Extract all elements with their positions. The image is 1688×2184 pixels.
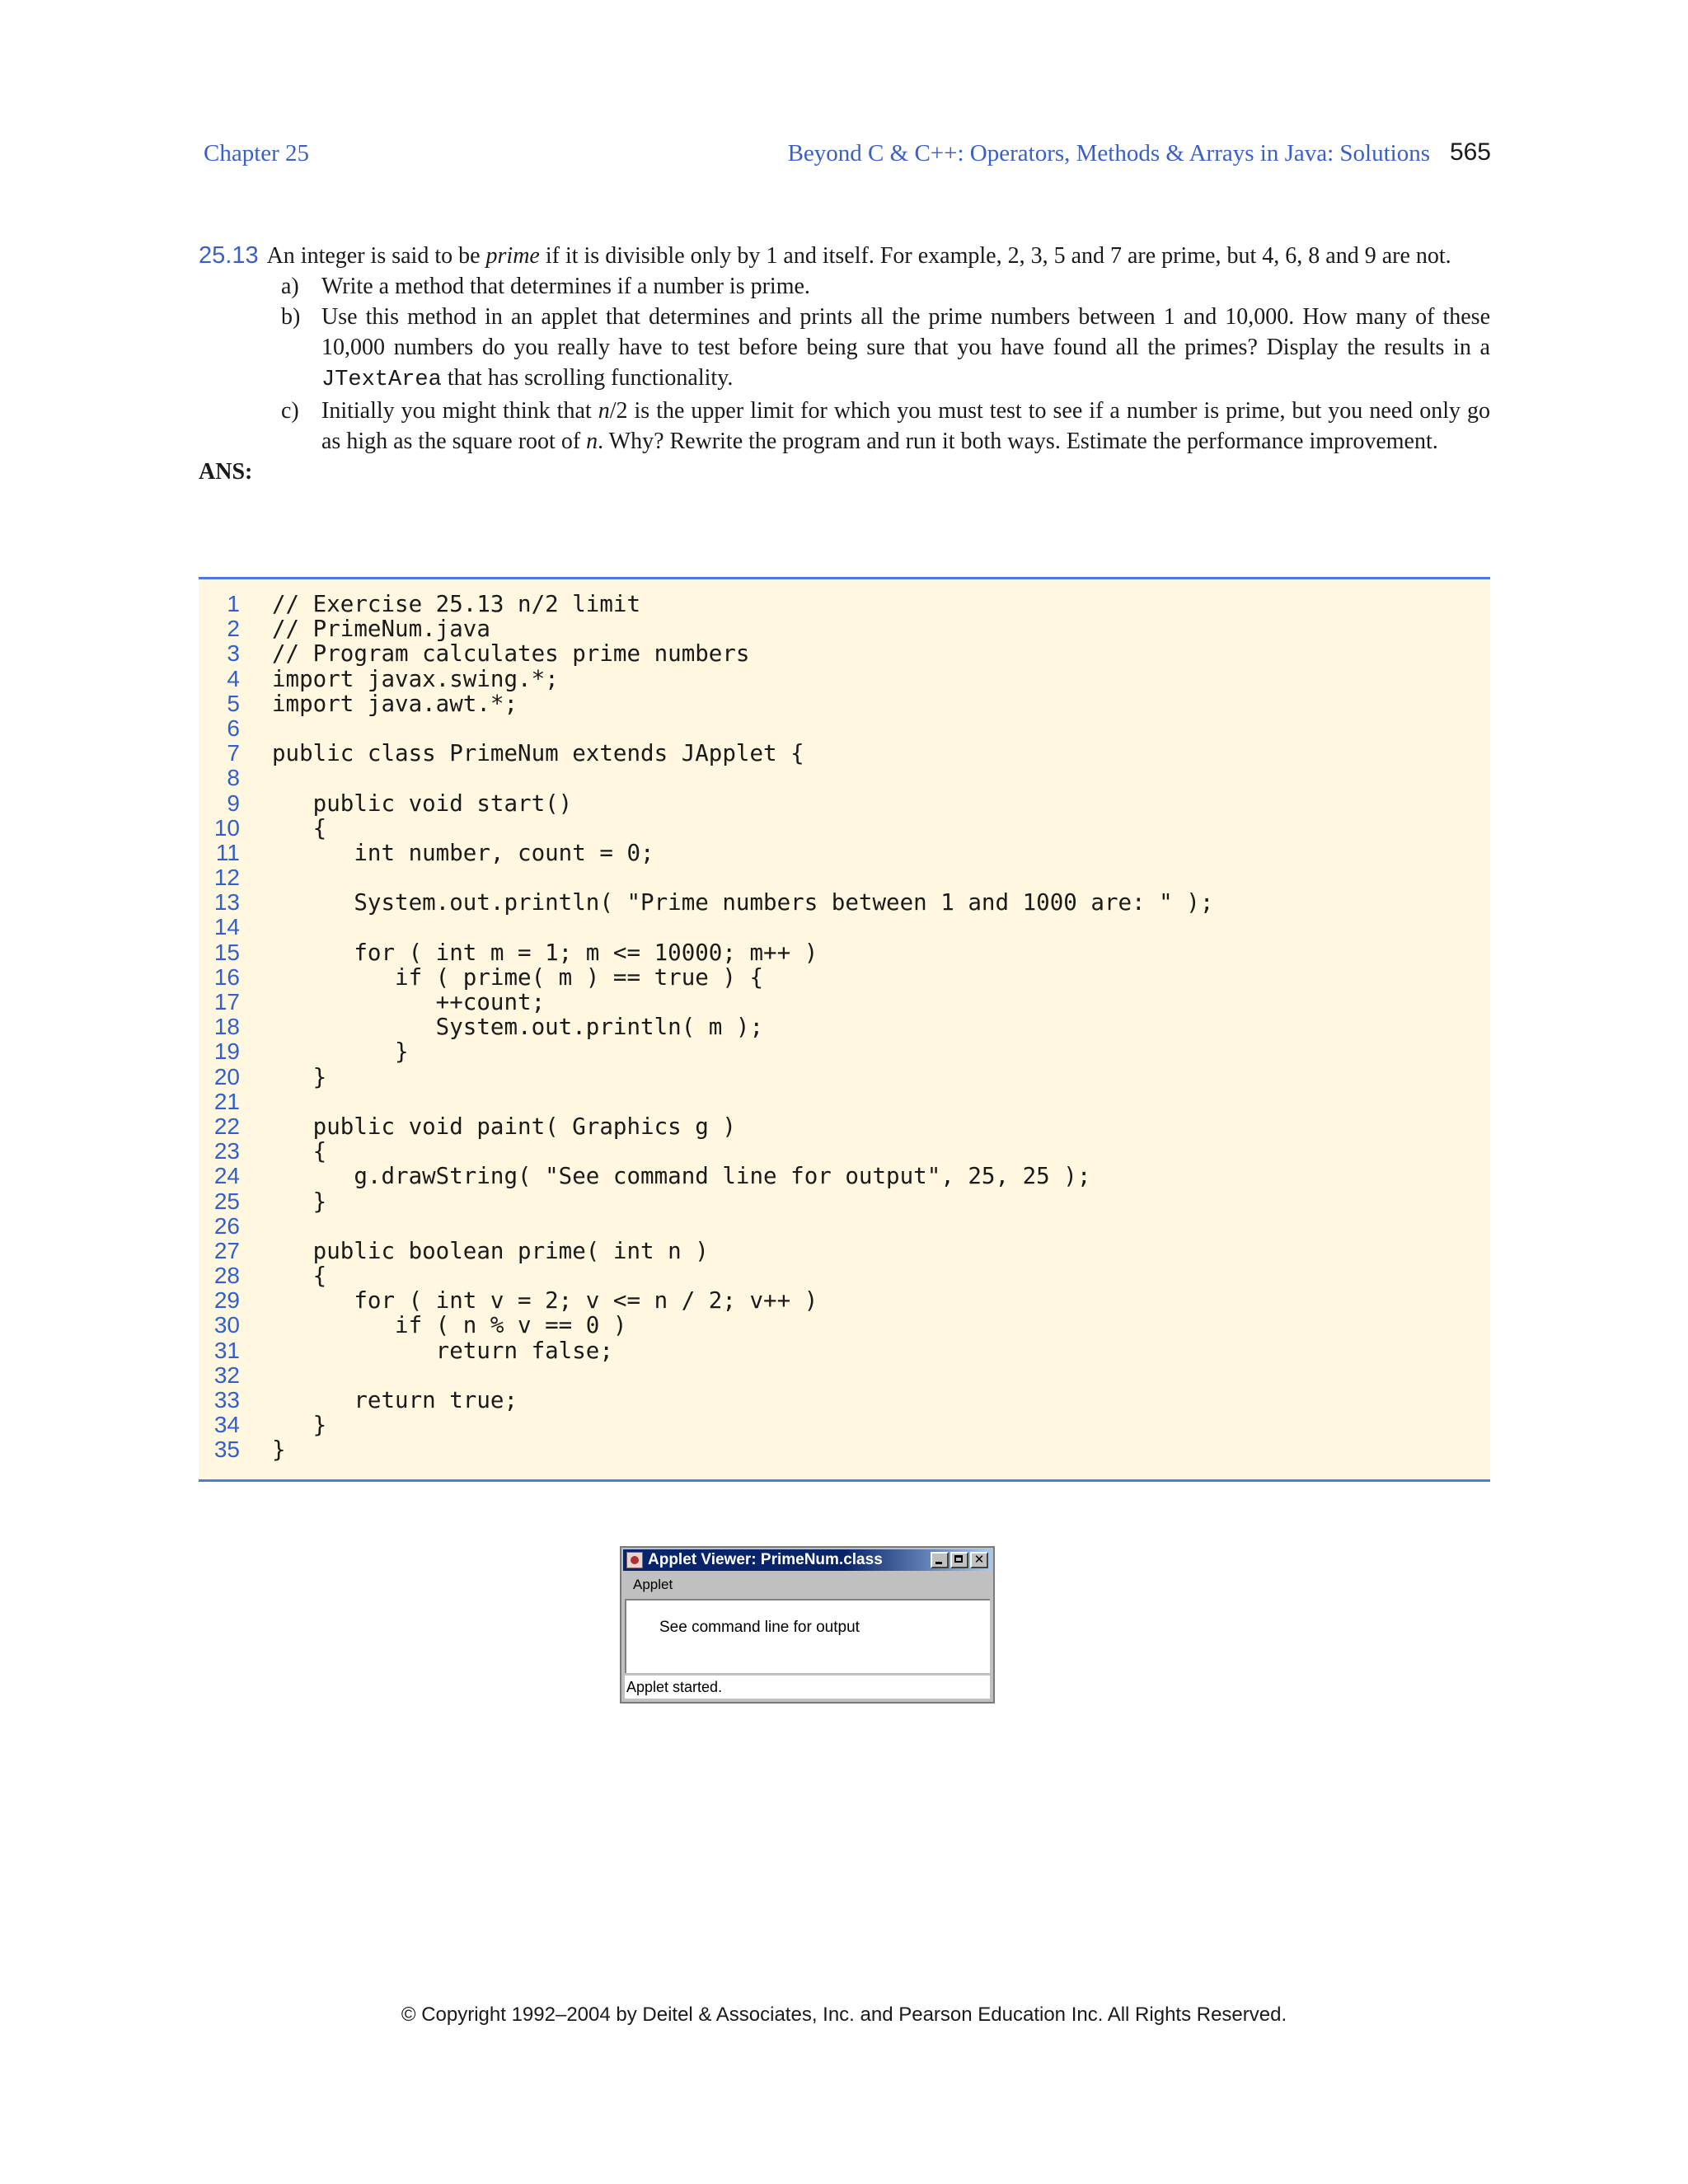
line-number: 3 bbox=[227, 640, 240, 667]
running-title: Beyond C & C++: Operators, Methods & Arrays in Java: Solutions bbox=[787, 140, 1430, 166]
code-line bbox=[199, 890, 1490, 915]
line-number: 34 bbox=[213, 1412, 240, 1438]
code-line bbox=[199, 1239, 1490, 1263]
line-number: 28 bbox=[213, 1263, 240, 1289]
code-text: public class PrimeNum extends JApplet { bbox=[272, 740, 804, 767]
running-header bbox=[204, 140, 1491, 176]
applet-viewer-icon bbox=[626, 1552, 643, 1568]
answer-label: ANS: bbox=[199, 459, 253, 485]
item-label: a) bbox=[281, 274, 299, 299]
intro-text-1: An integer is said to be bbox=[266, 243, 486, 269]
code-line bbox=[199, 1363, 1490, 1388]
exercise-item-b bbox=[199, 302, 1490, 396]
code-line bbox=[199, 1164, 1490, 1188]
line-number: 6 bbox=[227, 715, 240, 741]
code-line bbox=[199, 1437, 1490, 1462]
line-number: 7 bbox=[227, 740, 240, 766]
code-text: System.out.println( "Prime numbers between 1 and 1000 are: " ); bbox=[272, 889, 1214, 916]
line-number: 5 bbox=[227, 690, 240, 716]
window-controls bbox=[931, 1552, 988, 1568]
line-number: 29 bbox=[213, 1287, 240, 1314]
code-text: { bbox=[272, 1263, 327, 1290]
code-line bbox=[199, 1313, 1490, 1338]
code-text: System.out.println( m ); bbox=[272, 1014, 764, 1041]
code-text: public void paint( Graphics g ) bbox=[272, 1113, 736, 1140]
code-text: g.drawString( "See command line for output", 25, 25 ); bbox=[272, 1163, 1091, 1190]
code-text: if ( n % v == 0 ) bbox=[272, 1312, 627, 1339]
code-line bbox=[199, 691, 1490, 716]
line-number: 31 bbox=[213, 1337, 240, 1363]
code-line bbox=[199, 766, 1490, 790]
code-line bbox=[199, 1288, 1490, 1313]
code-line bbox=[199, 1015, 1490, 1039]
code-text: public void start() bbox=[272, 790, 573, 817]
code-lines bbox=[199, 592, 1490, 1463]
line-number: 11 bbox=[215, 839, 240, 865]
item-text: /2 is the upper limit for which you must test to see if a number is prime, but you need only go as high as the square root of bbox=[321, 398, 1491, 454]
item-emphasis: n bbox=[586, 429, 598, 454]
code-text: for ( int v = 2; v <= n / 2; v++ ) bbox=[272, 1287, 818, 1315]
code-text: import java.awt.*; bbox=[272, 690, 518, 717]
item-label: c) bbox=[281, 398, 299, 424]
code-text: { bbox=[272, 1138, 327, 1165]
chapter-label: Chapter 25 bbox=[204, 140, 310, 166]
line-number: 30 bbox=[213, 1312, 240, 1338]
code-text: } bbox=[272, 1436, 286, 1464]
line-number: 25 bbox=[213, 1188, 240, 1214]
code-text: import javax.swing.*; bbox=[272, 665, 559, 692]
code-line bbox=[199, 616, 1490, 641]
applet-viewer-window bbox=[620, 1546, 995, 1704]
copyright-footer: © Copyright 1992–2004 by Deitel & Associates, Inc. and Pearson Education Inc. All Rights Reserved. bbox=[401, 2004, 1287, 2026]
status-bar: Applet started. bbox=[625, 1675, 990, 1699]
code-line bbox=[199, 1065, 1490, 1090]
item-emphasis: n bbox=[598, 398, 610, 424]
line-number: 35 bbox=[213, 1436, 240, 1463]
intro-text-2: if it is divisible only by 1 and itself. For example, 2, 3, 5 and 7 are prime, but 4, 6, 8 and 9 are not. bbox=[539, 243, 1451, 269]
code-line bbox=[199, 990, 1490, 1015]
code-line bbox=[199, 915, 1490, 940]
item-text: . Why? Rewrite the program and run it both ways. Estimate the performance improvement. bbox=[598, 429, 1438, 454]
code-line bbox=[199, 1338, 1490, 1363]
code-line bbox=[199, 1039, 1490, 1064]
code-line bbox=[199, 641, 1490, 666]
code-line bbox=[199, 716, 1490, 741]
line-number: 1 bbox=[227, 591, 240, 616]
code-text: // Exercise 25.13 n/2 limit bbox=[272, 591, 641, 617]
code-line bbox=[199, 741, 1490, 766]
maximize-icon[interactable] bbox=[950, 1552, 968, 1568]
line-number: 4 bbox=[227, 665, 240, 691]
intro-emphasis: prime bbox=[485, 243, 540, 269]
code-line bbox=[199, 1413, 1490, 1437]
code-line bbox=[199, 791, 1490, 816]
code-line bbox=[199, 1189, 1490, 1214]
code-text: // Program calculates prime numbers bbox=[272, 640, 750, 668]
line-number: 13 bbox=[213, 889, 240, 916]
line-number: 24 bbox=[213, 1163, 240, 1189]
code-text: ++count; bbox=[272, 989, 546, 1015]
line-number: 8 bbox=[227, 765, 240, 791]
line-number: 14 bbox=[213, 914, 240, 940]
code-text: public boolean prime( int n ) bbox=[272, 1237, 709, 1264]
code-line bbox=[199, 1263, 1490, 1288]
code-line bbox=[199, 865, 1490, 890]
line-number: 22 bbox=[213, 1113, 240, 1139]
item-text: Use this method in an applet that determines and prints all the prime numbers between 1 and 10,000. How many of these 10,000 numbers do you really have to test before being sure that you have found all the primes? Display the results in a bbox=[321, 304, 1490, 360]
exercise-intro bbox=[199, 241, 1490, 271]
minimize-icon[interactable] bbox=[931, 1552, 949, 1568]
code-line bbox=[199, 592, 1490, 616]
exercise-number: 25.13 bbox=[199, 242, 259, 269]
item-text: Initially you might think that bbox=[321, 398, 598, 424]
window-title: Applet Viewer: PrimeNum.class bbox=[648, 1551, 883, 1568]
code-line bbox=[199, 1214, 1490, 1239]
exercise-item-a bbox=[199, 271, 1490, 302]
line-number: 10 bbox=[213, 814, 240, 841]
menu-applet[interactable]: Applet bbox=[633, 1577, 673, 1592]
item-text: Write a method that determines if a number is prime. bbox=[321, 274, 810, 299]
inline-code: JTextArea bbox=[321, 368, 442, 392]
window-titlebar[interactable] bbox=[623, 1549, 992, 1571]
line-number: 19 bbox=[213, 1038, 240, 1065]
code-text: if ( prime( m ) == true ) { bbox=[272, 963, 764, 991]
code-text: } bbox=[272, 1063, 327, 1090]
code-line bbox=[199, 841, 1490, 865]
line-number: 17 bbox=[213, 989, 240, 1015]
code-text: } bbox=[272, 1038, 409, 1066]
line-number: 12 bbox=[213, 865, 240, 891]
code-listing bbox=[199, 577, 1490, 1482]
page-number: 565 bbox=[1449, 138, 1491, 166]
line-number: 33 bbox=[213, 1387, 240, 1413]
line-number: 9 bbox=[227, 790, 240, 816]
applet-message: See command line for output bbox=[659, 1619, 860, 1636]
line-number: 23 bbox=[213, 1138, 240, 1165]
code-text: } bbox=[272, 1412, 327, 1439]
code-text: return false; bbox=[272, 1337, 613, 1364]
code-text: { bbox=[272, 814, 327, 841]
code-text: int number, count = 0; bbox=[272, 839, 654, 866]
exercise bbox=[199, 241, 1490, 487]
line-number: 15 bbox=[213, 939, 240, 965]
code-text: return true; bbox=[272, 1387, 518, 1413]
line-number: 21 bbox=[213, 1088, 240, 1114]
code-text: for ( int m = 1; m <= 10000; m++ ) bbox=[272, 939, 818, 966]
item-label: b) bbox=[281, 304, 301, 330]
line-number: 16 bbox=[213, 963, 240, 990]
line-number: 32 bbox=[213, 1361, 240, 1388]
exercise-item-c bbox=[199, 396, 1490, 457]
code-text: // PrimeNum.java bbox=[272, 616, 490, 643]
line-number: 18 bbox=[213, 1014, 240, 1040]
code-line bbox=[199, 667, 1490, 691]
line-number: 27 bbox=[213, 1237, 240, 1263]
line-number: 2 bbox=[227, 616, 240, 642]
code-line bbox=[199, 1090, 1490, 1114]
line-number: 20 bbox=[213, 1063, 240, 1090]
code-line bbox=[199, 940, 1490, 965]
code-line bbox=[199, 1388, 1490, 1413]
code-line bbox=[199, 1139, 1490, 1164]
line-number: 26 bbox=[213, 1212, 240, 1239]
applet-content bbox=[625, 1599, 990, 1673]
close-icon[interactable]: ✕ bbox=[970, 1552, 988, 1568]
code-line bbox=[199, 1114, 1490, 1139]
code-line bbox=[199, 965, 1490, 990]
code-text: } bbox=[272, 1188, 327, 1215]
item-text: that has scrolling functionality. bbox=[441, 365, 734, 391]
code-line bbox=[199, 816, 1490, 841]
